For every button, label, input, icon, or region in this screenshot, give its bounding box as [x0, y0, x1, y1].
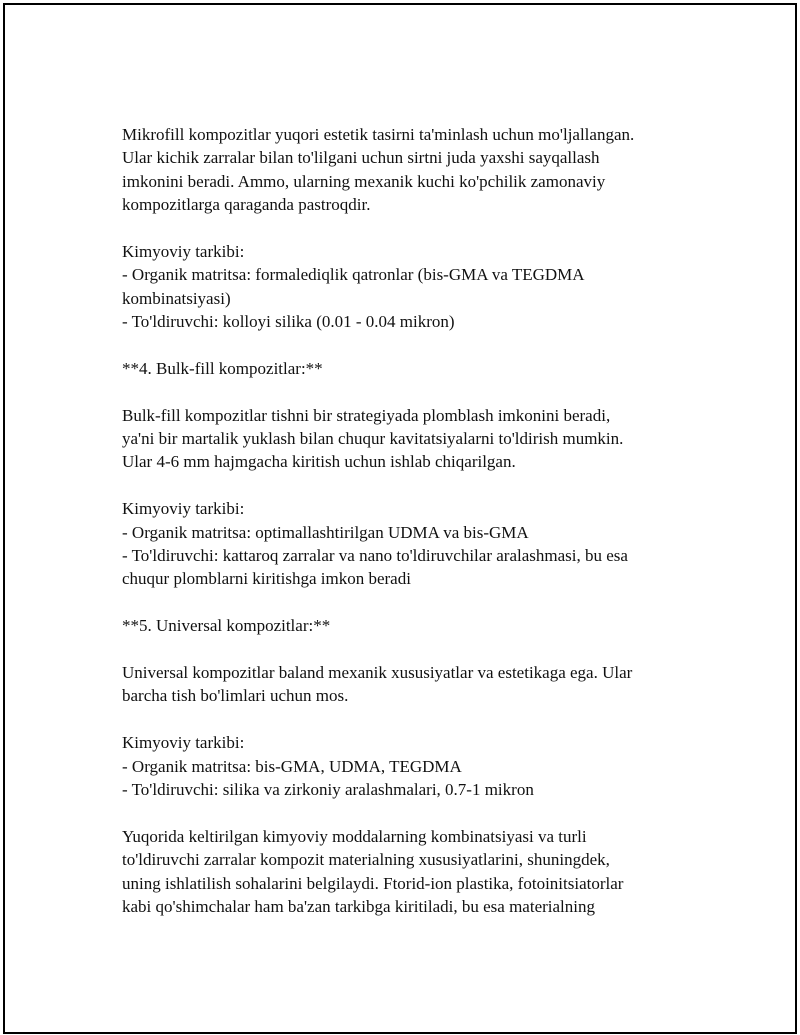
- blank-line: [122, 638, 722, 661]
- text-line: Universal kompozitlar baland mexanik xususiyatlar va estetikaga ega. Ular: [122, 662, 633, 682]
- blank-line: [122, 474, 722, 497]
- text-line: ya'ni bir martalik yuklash bilan chuqur kavitatsiyalarni to'ldirish mumkin.: [122, 429, 624, 449]
- text-line: kabi qo'shimchalar ham ba'zan tarkibga kiritiladi, bu esa materialning: [122, 896, 595, 916]
- text-line: barcha tish bo'limlari uchun mos.: [122, 686, 349, 706]
- blank-line: [122, 708, 722, 731]
- text-line: to'ldiruvchi zarralar kompozit materialning xususiyatlarini, shuningdek,: [122, 850, 610, 870]
- text-line: **4. Bulk-fill kompozitlar:**: [122, 358, 323, 378]
- text-line: Mikrofill kompozitlar yuqori estetik tasirni ta'minlash uchun mo'ljallangan.: [122, 125, 635, 144]
- text-line: Kimyoviy tarkibi:: [122, 499, 245, 519]
- text-line: uning ishlatilish sohalarini belgilaydi. Ftorid-ion plastika, fotoinitsiatorlar: [122, 873, 624, 893]
- text-line: **5. Universal kompozitlar:**: [122, 616, 331, 636]
- text-line: Kimyoviy tarkibi:: [122, 241, 245, 261]
- page-frame: [3, 3, 797, 1034]
- text-line: - Organik matritsa: formalediqlik qatronlar (bis-GMA va TEGDMA: [122, 265, 585, 285]
- text-line: - To'ldiruvchi: silika va zirkoniy aralashmalari, 0.7-1 mikron: [122, 779, 534, 799]
- text-line: - To'ldiruvchi: kolloyi silika (0.01 - 0.04 mikron): [122, 312, 455, 332]
- text-line: - Organik matritsa: bis-GMA, UDMA, TEGDMA: [122, 756, 462, 776]
- blank-line: [122, 334, 722, 357]
- text-line: imkonini beradi. Ammo, ularning mexanik kuchi ko'pchilik zamonaviy: [122, 171, 606, 191]
- text-line: - Organik matritsa: optimallashtirilgan UDMA va bis-GMA: [122, 522, 529, 542]
- text-line: Yuqorida keltirilgan kimyoviy moddalarning kombinatsiyasi va turli: [122, 826, 587, 846]
- text-line: - To'ldiruvchi: kattaroq zarralar va nano to'ldiruvchilar aralashmasi, bu esa: [122, 546, 628, 566]
- blank-line: [122, 801, 722, 824]
- text-line: Ular 4-6 mm hajmgacha kiritish uchun ishlab chiqarilgan.: [122, 452, 516, 472]
- text-line: chuqur plomblarni kiritishga imkon beradi: [122, 569, 411, 589]
- text-line: kombinatsiyasi): [122, 288, 231, 308]
- text-line: Kimyoviy tarkibi:: [122, 733, 245, 753]
- text-line: Bulk-fill kompozitlar tishni bir strategiyada plomblash imkonini beradi,: [122, 405, 611, 425]
- blank-line: [122, 591, 722, 614]
- blank-line: [122, 217, 722, 240]
- text-line: Ular kichik zarralar bilan to'lilgani uchun sirtni juda yaxshi sayqallash: [122, 148, 600, 168]
- blank-line: [122, 380, 722, 403]
- document-body: [122, 123, 722, 918]
- text-line: kompozitlarga qaraganda pastroqdir.: [122, 195, 371, 215]
